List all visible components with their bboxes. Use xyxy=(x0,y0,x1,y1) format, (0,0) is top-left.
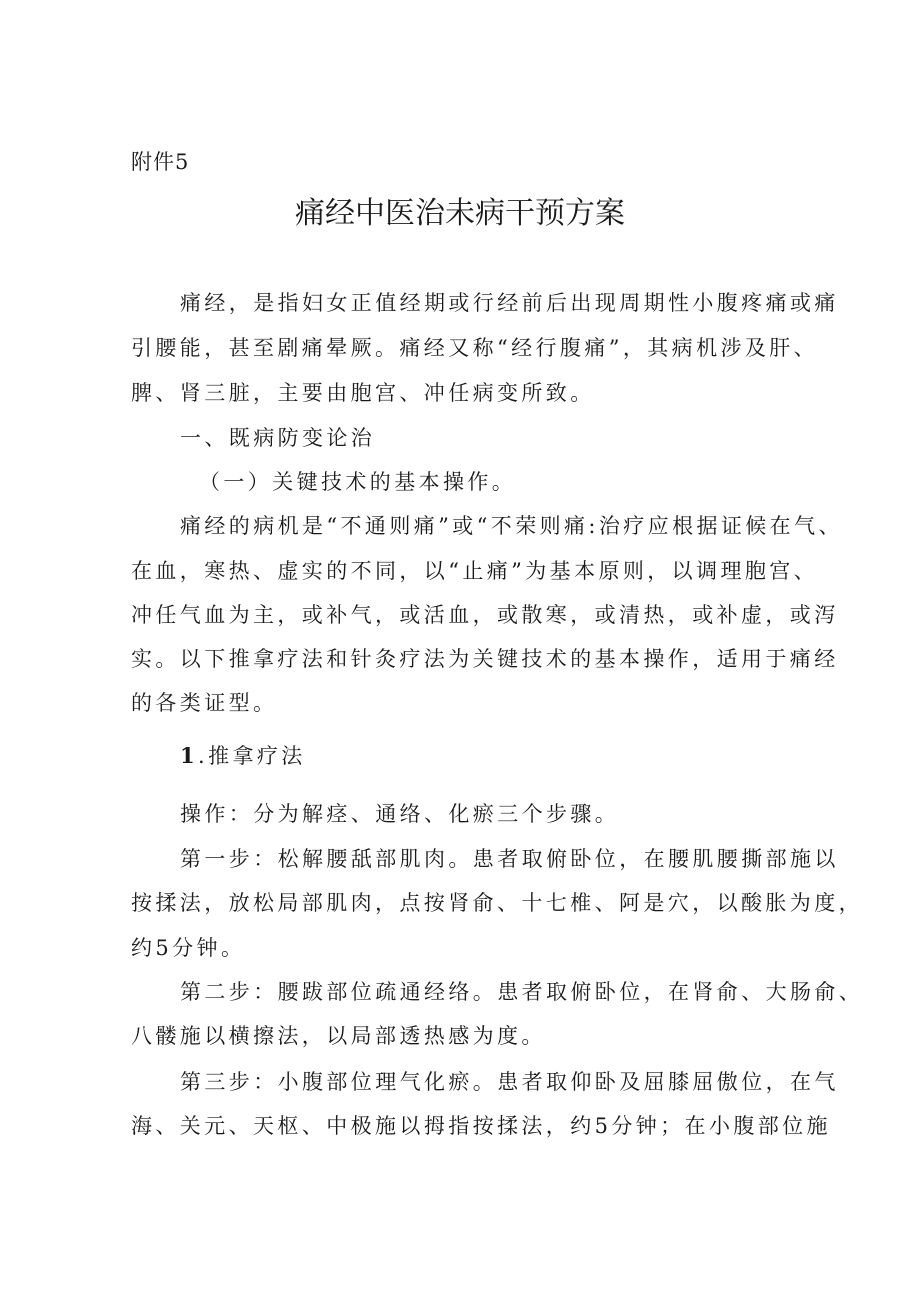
paragraph-line: 引腰能，甚至剧痛晕厥。痛经又称“经行腹痛”，其病机涉及肝、 xyxy=(131,336,819,360)
paragraph-line: 操作：分为解痉、通络、化瘀三个步骤。 xyxy=(180,802,620,826)
paragraph-line: 约5分钟。 xyxy=(131,936,246,960)
paragraph-line: 的各类证型。 xyxy=(131,691,278,715)
paragraph-line: 痛经的病机是“不通则痛”或“不荣则痛:治疗应根据证候在气、 xyxy=(180,514,843,538)
item-heading xyxy=(180,741,306,771)
paragraph-line: 第一步：松解腰舐部肌肉。患者取俯卧位，在腰肌腰撕部施以 xyxy=(180,847,839,871)
section-heading: 一、既病防变论治 xyxy=(180,426,376,450)
paragraph-line: 痛经，是指妇女正值经期或行经前后出现周期性小腹疼痛或痛 xyxy=(180,291,839,315)
paragraph-line: 八髅施以横擦法，以局部透热感为度。 xyxy=(131,1024,546,1048)
item-number: 1 xyxy=(180,743,199,768)
paragraph-line: 冲任气血为主，或补气，或活血，或散寒，或清热，或补虚，或泻 xyxy=(131,603,839,627)
paragraph-line: 第二步：腰跋部位疏通经络。患者取俯卧位，在肾俞、大肠俞、 xyxy=(180,980,864,1004)
paragraph-line: 按揉法，放松局部肌肉，点按肾俞、十七椎、阿是穴，以酸胀为度， xyxy=(131,891,863,915)
document-title: 痛经中医治未病干预方案 xyxy=(295,196,625,231)
subsection-heading: （一）关键技术的基本操作。 xyxy=(199,470,517,494)
paragraph-line: 在血，寒热、虚实的不同，以“止痛”为基本原则，以调理胞宫、 xyxy=(131,559,819,583)
paragraph-line: 海、关元、天枢、中极施以拇指按揉法，约5分钟；在小腹部位施 xyxy=(131,1114,831,1138)
paragraph-line: 脾、肾三脏，主要由胞宫、冲任病变所致。 xyxy=(131,381,595,405)
paragraph-line: 实。以下推拿疗法和针灸疗法为关键技术的基本操作，适用于痛经 xyxy=(131,647,839,671)
item-title: .推拿疗法 xyxy=(198,744,306,768)
paragraph-line: 第三步：小腹部位理气化瘀。患者取仰卧及屈膝屈傲位，在气 xyxy=(180,1070,839,1094)
attachment-label: 附件5 xyxy=(131,150,190,174)
